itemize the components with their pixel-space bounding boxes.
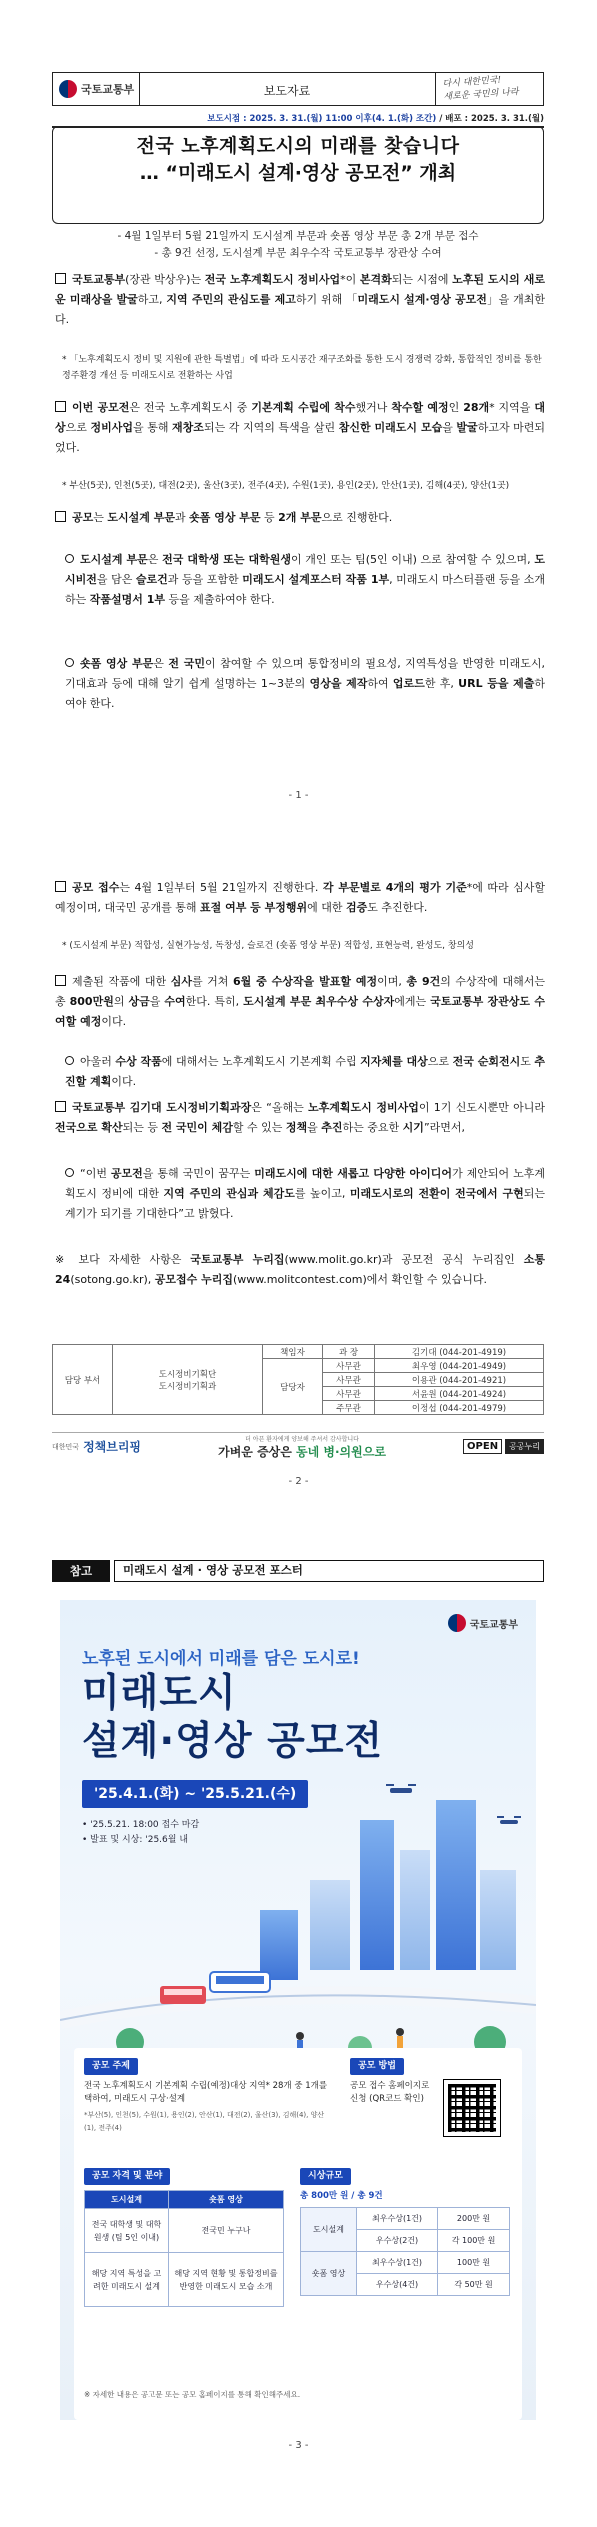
building-shape [260,1910,298,1980]
poster-title [82,1670,383,1766]
award-rank: 우수상(4건) [357,2274,438,2296]
building-shape [480,1870,516,1970]
body-paragraph: 국토교통부 김기대 도시정비기획과장은 “올해는 노후계획도시 정비사업이 1기 신도시뿐만 아니라 전국으로 확산되는 등 전 국민이 체감할 수 있는 정책을 추진하는 중요한 시기”라면서, [55,1101,545,1134]
headline-line-2: … “미래도시 설계·영상 공모전” 개최 [139,162,457,184]
poster-ministry-name: 국토교통부 [469,1619,518,1631]
brand-small: 대한민국 [52,1442,80,1451]
page-number: - 3 - [288,2440,309,2451]
reference-tag: 참고 [52,1560,110,1582]
circle-bullet-icon [65,1168,74,1177]
contact-title: 주무관 [323,1401,375,1415]
qualification-heading: 공모 자격 및 분야 [84,2168,170,2185]
body-paragraph: 이번 공모전은 전국 노후계획도시 중 기본계획 수립에 착수했거나 착수할 예정인 28개* 지역을 대상으로 정비사업을 통해 재창조되는 각 지역의 특색을 살린 참신한 미래도시 모습을 발굴하고자 마련되었다. [55,401,546,454]
taeguk-icon [448,1614,466,1632]
award-rank: 우수상(2건) [357,2230,438,2252]
campaign-slogan [218,1434,386,1460]
person-shape [396,2028,404,2036]
dept-name: 도시정비기획과 [158,1381,217,1392]
building-shape [436,1800,476,1970]
license-badge: 공공누리 [505,1439,544,1454]
checkbox-bullet-icon [55,881,66,892]
open-badge: OPEN [463,1439,502,1454]
poster-tagline: 노후된 도시에서 미래를 담은 도시로! [82,1649,360,1669]
ministry-name: 국토교통부 [81,83,135,96]
footnote: * 「노후계획도시 정비 및 지원에 관한 특별법」에 따라 도시공간 재구조화를 통한 도시 경쟁력 강화, 통합적인 정비를 통한 정주환경 개선 등 미래도시로 전환하는 사업 [62,355,542,381]
award-category: 숏폼 영상 [301,2252,357,2296]
open-license [463,1439,544,1454]
page-number: - 1 - [288,790,309,801]
reference-note: ※ 보다 자세한 사항은 국토교통부 누리집(www.molit.go.kr)과 공모전 공식 누리집인 소통24(sotong.go.kr), 공모접수 누리집(www.molitcontest.com)에서 확인할 수 있습니다. [55,1253,545,1286]
contact-title: 사무관 [323,1373,375,1387]
poster-footnote: ※ 자세한 내용은 공고문 또는 공모 홈페이지를 통해 확인해주세요. [84,2390,301,2399]
slogan-line: 새로운 국민의 나라 [443,87,519,103]
drone-icon [386,1784,416,1793]
poster-info-panel [74,2048,522,2420]
footnote: * 부산(5곳), 인천(5곳), 대전(2곳), 울산(3곳), 전주(4곳), 수원(1곳), 용인(2곳), 안산(1곳), 김해(4곳), 양산(1곳) [62,481,510,491]
release-time: 보도시점 : 2025. 3. 31.(월) 11:00 이후(4. 1.(화) 조간) [207,114,437,124]
contact-name: 이정섭 (044-201-4979) [375,1401,544,1415]
policy-briefing-logo[interactable] [52,1438,141,1455]
person-shape [296,2032,304,2040]
sub-paragraph: “이번 공모전을 통해 국민이 꿈꾸는 미래도시에 대한 새롭고 다양한 아이디어가 제안되어 노후계획도시 정비에 대한 지역 주민의 관심과 체감도를 높이고, 미래도시로의 전환이 전국에서 구현되는 계기가 되기를 기대한다”고 밝혔다. [65,1167,546,1220]
subheadline-line: - 총 9건 선정, 도시설계 부문 최우수작 국토교통부 장관상 수여 [154,247,442,259]
theme-text: 전국 노후계획도시 기본계획 수립(예정)대상 지역* 28개 중 1개를 택하여, 미래도시 구상·설계 [84,2081,328,2104]
subheadline-line: - 4월 1일부터 5월 21일까지 도시설계 부문과 숏폼 영상 부문 총 2개 부문 접수 [117,230,479,242]
sub-paragraph: 도시설계 부문은 전국 대학생 또는 대학원생이 개인 또는 팀(5인 이내) 으로 참여할 수 있으며, 도시비전을 담은 슬로건과 등을 포함한 미래도시 설계포스터 작품 1부, 미래도시 마스터플랜 등을 소개하는 작품설명서 1부 등을 제출하여야 한다. [65,553,546,606]
contact-title: 사무관 [323,1359,375,1373]
qualification-table [84,2190,284,2307]
slogan-line: 다시 대한민국! [442,75,502,90]
footnote: * (도시설계 부문) 적합성, 실현가능성, 독창성, 슬로건 (숏폼 영상 부문) 적합성, 표현능력, 완성도, 창의성 [62,941,474,951]
role-lead: 책임자 [263,1345,323,1359]
brand-name: 정책브리핑 [83,1440,142,1454]
contact-name: 서윤원 (044-201-4924) [375,1387,544,1401]
body-paragraph: 공모 접수는 4월 1일부터 5월 21일까지 진행한다. 각 부문별로 4개의 평가 기준*에 따라 심사할 예정이며, 대국민 공개를 통해 표절 여부 등 부정행위에 대한 검증도 추진한다. [55,881,546,914]
doc-type: 보도자료 [263,84,311,98]
qualification-block [84,2168,284,2307]
building-shape [310,1880,350,1970]
award-total: 총 800만 원 / 총 9건 [300,2191,383,2201]
poster-ministry-logo [448,1614,518,1632]
contact-name: 최우영 (044-201-4949) [375,1359,544,1373]
qual-cell: 해당 지역 현황 및 통합정비를 반영한 미래도시 모습 소개 [168,2253,283,2307]
theme-note: *부산(5), 인천(5), 수원(1), 용인(2), 안산(1), 대전(2), 울산(3), 김해(4), 양산(1), 전주(4) [84,2111,325,2132]
headline-line-1: 전국 노후계획도시의 미래를 찾습니다 [136,135,460,157]
award-rank: 최우수상(1건) [357,2252,438,2274]
page-2 [0,0,597,1000]
contact-name: 이용관 (044-201-4921) [375,1373,544,1387]
reference-title: 미래도시 설계 · 영상 공모전 포스터 [114,1560,544,1582]
award-prize: 각 50만 원 [438,2274,510,2296]
campaign-text: 가벼운 증상은 동네 병·의원으로 [218,1444,386,1459]
poster-dates: '25.4.1.(화) ~ '25.5.21.(수) [82,1780,308,1808]
dept-names [113,1345,263,1415]
award-block [300,2168,510,2296]
method-text: 공모 접수 홈페이지로 신청 (QR코드 확인) [350,2081,430,2104]
role-staff: 담당자 [263,1359,323,1415]
qual-cell: 전국 대학생 및 대학원생 (팀 5인 이내) [85,2209,169,2253]
poster-note: • 발표 및 시상: '25.6월 내 [82,1835,189,1845]
page-number: - 2 - [288,1476,309,1487]
qr-code-icon[interactable] [444,2080,500,2136]
drone-icon [497,1816,521,1824]
contact-title: 사무관 [323,1387,375,1401]
contact-title: 과 장 [323,1345,375,1359]
checkbox-bullet-icon [55,975,66,986]
campaign-subtext: 더 아픈 환자에게 양보해 주셔서 감사합니다 [245,1435,359,1443]
body-paragraph: 공모는 도시설계 부문과 숏폼 영상 부문 등 2개 부문으로 진행한다. [55,508,545,528]
qual-col-header: 도시설계 [85,2191,169,2209]
award-prize: 100만 원 [438,2252,510,2274]
building-shape [360,1820,394,1970]
sub-paragraph: 숏폼 영상 부문은 전 국민이 참여할 수 있으며 통합정비의 필요성, 지역특성을 반영한 미래도시, 기대효과 등에 대해 알기 쉽게 설명하는 1~3분의 영상을 제작하여 업로드한 후, URL 등을 제출하여야 한다. [65,657,545,710]
theme-block [84,2058,334,2135]
contest-poster [60,1600,536,2420]
award-rank: 최우수상(1건) [357,2208,438,2230]
dept-label: 담당 부서 [53,1345,113,1415]
sub-paragraph: 아울러 수상 작품에 대해서는 노후계획도시 기본계획 수립 지자체를 대상으로 전국 순회전시도 추진할 계획이다. [65,1055,546,1088]
distribution-date: / 배포 : 2025. 3. 31.(월) [439,114,544,124]
award-prize: 200만 원 [438,2208,510,2230]
method-heading: 공모 방법 [350,2058,404,2075]
award-table [300,2207,510,2296]
method-block [350,2058,510,2136]
poster-title-line: 설계·영상 공모전 [82,1719,384,1764]
qual-col-header: 숏폼 영상 [168,2191,283,2209]
theme-heading: 공모 주제 [84,2058,138,2075]
poster-notes [82,1818,199,1848]
qual-cell: 해당 지역 특성을 고려한 미래도시 설계 [85,2253,169,2307]
circle-bullet-icon [65,1056,74,1065]
contact-name: 김기대 (044-201-4919) [375,1345,544,1359]
award-heading: 시상규모 [300,2168,351,2185]
dept-name: 도시정비기획단 [158,1369,217,1380]
poster-title-line: 미래도시 [82,1671,237,1716]
body-paragraph: 제출된 작품에 대한 심사를 거쳐 6월 중 수상작을 발표할 예정이며, 총 9건의 수상작에 대해서는 총 800만원의 상금을 수여한다. 특히, 도시설계 부문 최우수상 수상자에게는 국토교통부 장관상도 수여할 예정이다. [55,975,546,1028]
contact-table [52,1344,544,1415]
building-shape [400,1850,430,1970]
checkbox-bullet-icon [55,1101,66,1112]
award-prize: 각 100만 원 [438,2230,510,2252]
qual-cell: 전국민 누구나 [168,2209,283,2253]
poster-note: • '25.5.21. 18:00 접수 마감 [82,1820,200,1830]
footer-banner [52,1432,544,1460]
body-paragraph: 국토교통부(장관 박상우)는 전국 노후계획도시 정비사업*이 본격화되는 시점에 노후된 도시의 새로운 미래상을 발굴하고, 지역 주민의 관심도를 제고하기 위해 「미래도시 설계·영상 공모전」을 개최한다. [55,273,546,326]
award-category: 도시설계 [301,2208,357,2252]
